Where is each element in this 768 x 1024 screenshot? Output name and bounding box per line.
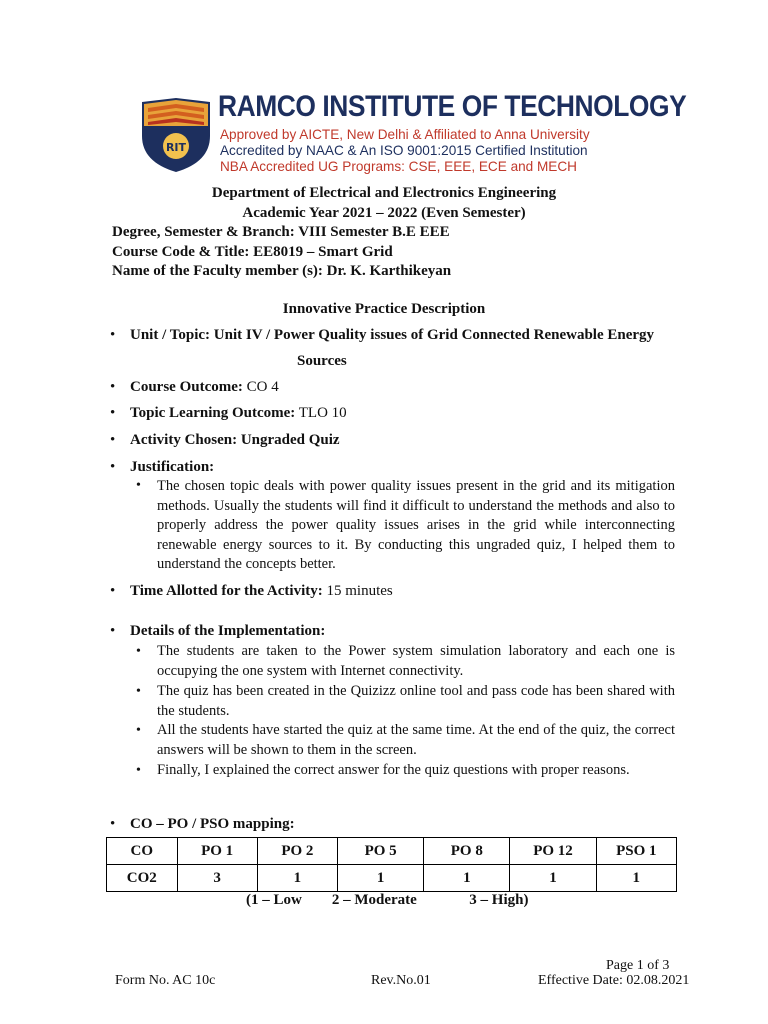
emblem-text: RIT	[165, 141, 187, 154]
mapping-header-cell: PSO 1	[596, 838, 676, 865]
course-line: Course Code & Title: EE8019 – Smart Grid	[112, 244, 393, 260]
implementation-label: Details of the Implementation:	[130, 623, 326, 639]
tlo-value: TLO 10	[298, 405, 347, 421]
activity-chosen: Activity Chosen: Ungraded Quiz	[130, 432, 340, 448]
academic-year: Academic Year 2021 – 2022 (Even Semester)	[242, 205, 526, 221]
revision-number: Rev.No.01	[371, 973, 431, 988]
impl-item-4: Finally, I explained the correct answer for the quiz questions with proper reasons.	[157, 762, 630, 778]
mapping-header-cell: PO 12	[510, 838, 596, 865]
mapping-cell: 1	[424, 865, 510, 892]
mapping-header-cell: PO 2	[257, 838, 337, 865]
mapping-cell: 1	[596, 865, 676, 892]
impl-item-2: The quiz has been created in the Quizizz online tool and pass code has been shared with the students.	[157, 683, 675, 719]
effective-date: Effective Date: 02.08.2021	[538, 973, 690, 988]
mapping-cell: CO2	[107, 865, 178, 892]
department: Department of Electrical and Electronics Engineering	[211, 185, 557, 201]
mapping-header-cell: PO 8	[424, 838, 510, 865]
mapping-header-cell: PO 5	[338, 838, 424, 865]
mapping-legend: (1 – Low 2 – Moderate 3 – High)	[246, 892, 529, 908]
degree-line: Degree, Semester & Branch: VIII Semester B.E EEE	[112, 224, 450, 240]
justification-label: Justification:	[130, 459, 215, 475]
tlo-label: Topic Learning Outcome:	[130, 405, 296, 421]
mapping-cell: 1	[510, 865, 596, 892]
mapping-data-row	[107, 865, 677, 892]
unit-topic-line2: Sources	[297, 353, 347, 369]
institution-emblem-icon	[138, 96, 214, 174]
section-title: Innovative Practice Description	[282, 301, 486, 317]
impl-bullet-icon: •	[136, 763, 141, 778]
impl-bullet-icon: •	[136, 723, 141, 738]
impl-item-1: The students are taken to the Power system simulation laboratory and each one is occupying the one system with Internet connectivity.	[157, 643, 675, 679]
impl-bullet-icon: •	[136, 684, 141, 699]
nba-line: NBA Accredited UG Programs: CSE, EEE, ECE and MECH	[220, 158, 577, 174]
mapping-cell: 1	[257, 865, 337, 892]
time-label: Time Allotted for the Activity:	[130, 583, 323, 599]
accreditation-line: Accredited by NAAC & An ISO 9001:2015 Certified Institution	[220, 142, 588, 158]
mapping-table	[106, 837, 677, 892]
institution-name: RAMCO INSTITUTE OF TECHNOLOGY	[218, 90, 687, 123]
mapping-cell: 1	[338, 865, 424, 892]
justification-text: The chosen topic deals with power quality issues present in the grid and its mitigation methods. Usually the students will find it difficult to understand the methods and also to properly address the power quality issues arises in the grid while interconnecting renewable energy sources to it. By conducting this ungraded quiz, I helped them to understand the concepts better.	[157, 478, 675, 573]
mapping-header-cell: PO 1	[177, 838, 257, 865]
faculty-line: Name of the Faculty member (s): Dr. K. Karthikeyan	[112, 263, 452, 279]
time-value: 15 minutes	[326, 583, 393, 599]
course-outcome-value: CO 4	[246, 379, 279, 395]
mapping-header-cell: CO	[107, 838, 178, 865]
mapping-label: CO – PO / PSO mapping:	[130, 816, 295, 832]
approval-line: Approved by AICTE, New Delhi & Affiliated to Anna University	[220, 126, 590, 142]
page-number: Page 1 of 3	[606, 958, 670, 973]
unit-topic-line1: Unit / Topic: Unit IV / Power Quality issues of Grid Connected Renewable Energy	[130, 327, 655, 343]
impl-item-3: All the students have started the quiz at the same time. At the end of the quiz, the correct answers will be shown to them in the screen.	[157, 722, 675, 758]
justification-bullet-icon: •	[136, 478, 141, 493]
mapping-header-row	[107, 838, 677, 865]
impl-bullet-icon: •	[136, 644, 141, 659]
mapping-cell: 3	[177, 865, 257, 892]
form-number: Form No. AC 10c	[115, 973, 216, 988]
course-outcome-label: Course Outcome:	[130, 379, 243, 395]
